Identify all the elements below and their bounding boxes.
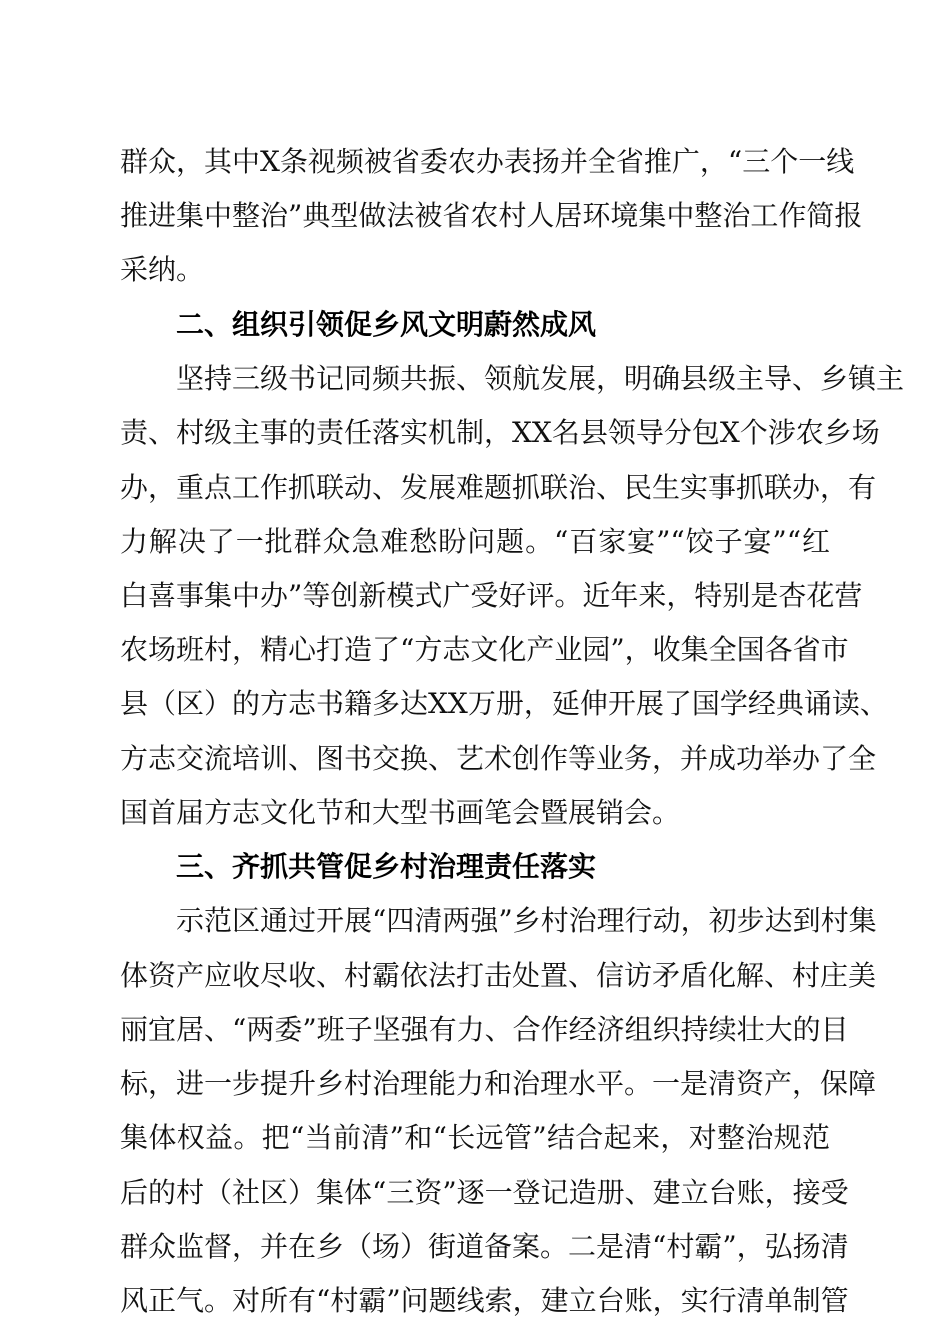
section-2-line-3: 办，重点工作抓联动、发展难题抓联治、民生实事抓联办，有 xyxy=(120,471,877,504)
section-2-line-6: 农场班村，精心打造了“方志文化产业园”，收集全国各省市 xyxy=(120,633,849,666)
section-3-line-6: 后的村（社区）集体“三资”逐一登记造册、建立台账，接受 xyxy=(120,1176,849,1209)
section-3-line-4: 标，进一步提升乡村治理能力和治理水平。一是清资产，保障 xyxy=(120,1067,877,1100)
section-3-line-8: 风正气。对所有“村霸”问题线索，建立台账，实行清单制管 xyxy=(120,1284,849,1317)
section-2-line-7: 县（区）的方志书籍多达XX万册，延伸开展了国学经典诵读、 xyxy=(120,687,888,720)
section-2-line-9: 国首届方志文化节和大型书画笔会暨展销会。 xyxy=(120,796,681,829)
intro-line-1: 群众，其中X条视频被省委农办表扬并全省推广，“三个一线 xyxy=(120,145,855,178)
section-3-line-1: 示范区通过开展“四清两强”乡村治理行动，初步达到村集 xyxy=(176,904,877,937)
intro-line-2: 推进集中整治”典型做法被省农村人居环境集中整治工作简报 xyxy=(120,199,863,232)
section-3-line-2: 体资产应收尽收、村霸依法打击处置、信访矛盾化解、村庄美 xyxy=(120,959,877,992)
section-3-line-3: 丽宜居、“两委”班子坚强有力、合作经济组织持续壮大的目 xyxy=(120,1013,849,1046)
section-2-line-5: 白喜事集中办”等创新模式广受好评。近年来，特别是杏花营 xyxy=(120,579,863,612)
section-2-line-8: 方志交流培训、图书交换、艺术创作等业务，并成功举办了全 xyxy=(120,742,877,775)
section-3-line-5: 集体权益。把“当前清”和“长远管”结合起来，对整治规范 xyxy=(120,1121,830,1154)
section-2-line-2: 责、村级主事的责任落实机制，XX名县领导分包X个涉农乡场 xyxy=(120,416,880,449)
section-3-heading: 三、齐抓共管促乡村治理责任落实 xyxy=(176,850,597,883)
section-2-line-1: 坚持三级书记同频共振、领航发展，明确县级主导、乡镇主 xyxy=(176,362,905,395)
section-2-heading: 二、组织引领促乡风文明蔚然成风 xyxy=(176,308,597,341)
section-2-line-4: 力解决了一批群众急难愁盼问题。“百家宴”“饺子宴”“红 xyxy=(120,525,830,558)
section-3-line-7: 群众监督，并在乡（场）街道备案。二是清“村霸”，弘扬清 xyxy=(120,1230,849,1263)
intro-line-3: 采纳。 xyxy=(120,253,205,286)
